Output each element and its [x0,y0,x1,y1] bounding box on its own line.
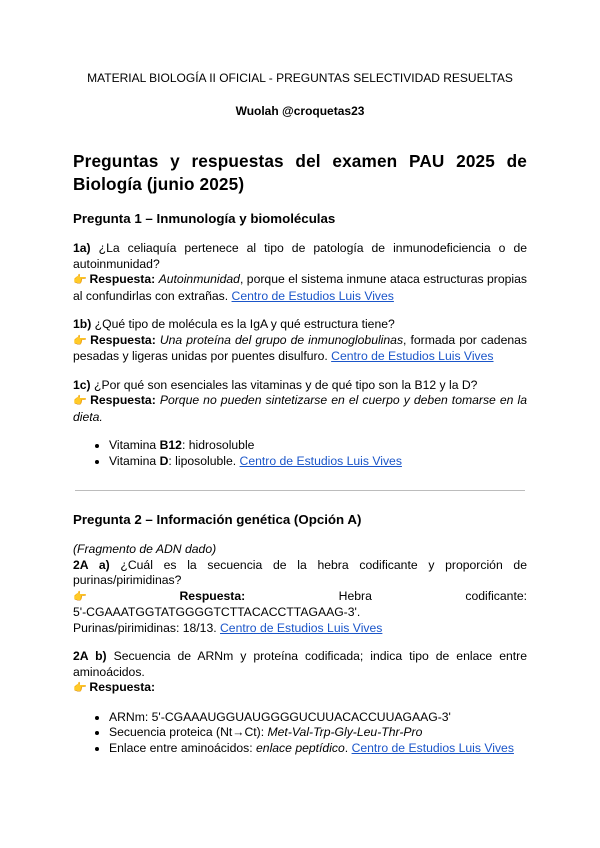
source-link[interactable]: Centro de Estudios Luis Vives [351,740,514,755]
list-item: • ARNm: 5'-CGAAAUGGUAUGGGGUCUUACACCUUAGAAG-3' [109,710,527,726]
question-2b [73,649,527,756]
fragment-note: (Fragmento de ADN dado) [73,542,217,556]
question-text: Secuencia de ARNm y proteína codificada; indica tipo de enlace entre aminoácidos. [73,649,527,679]
question-text: ¿Qué tipo de molécula es la IgA y qué estructura tiene? [91,317,395,331]
question-1a [73,241,527,304]
answer-emphasis: Una proteína del grupo de inmunoglobulinas [159,332,404,347]
question-text: ¿Cuál es la secuencia de la hebra codificante y proporción de purinas/pirimidinas? [73,557,527,587]
question-number: 2A a) [73,557,110,572]
question-text: ¿Por qué son esenciales las vitaminas y de qué tipo son la B12 y la D? [90,377,478,392]
header-author: Wuolah @croquetas23 [235,104,365,118]
answer-label: Respuesta: [89,272,156,286]
question-text: ¿La celiaquía pertenece al tipo de patología de inmunodeficiencia o de autoinmunidad? [73,241,527,271]
question-number: 1c) [73,377,91,392]
answer-list [73,710,527,757]
question-2a: (Fragmento de ADN dado) 2A a) ¿Cuál es la secuencia de la hebra codificante y proporción de purinas/pirimidinas? 👉 Respuesta: Hebra codificante: 5'-CGAAATGGTATGGGGTCTTACACCTTAGAAG-3'. Purinas/pirimidinas: 18/13. Centro de Estudios Luis Vives [73,542,528,635]
answer-text: , formada por cadenas pesadas y ligeras unidas por puentes disulfuro. [73,332,528,363]
list-item: • Vitamina B12: hidrosoluble [109,438,527,454]
pointing-hand-icon: 👉 [73,682,87,694]
question-1b [73,317,527,365]
list-item: • Secuencia proteica (Nt→Ct): Met-Val-Trp-Gly-Leu-Thr-Pro [109,725,527,741]
document-body [73,150,527,769]
answer-label: Respuesta: [89,680,156,694]
purine-ratio: Purinas/pirimidinas: 18/13. [73,620,220,635]
divider [75,490,525,491]
pointing-hand-icon: 👉 [73,334,87,347]
source-link[interactable]: Centro de Estudios Luis Vives [220,620,383,635]
question-number: 1b) [73,317,92,331]
question-1c [73,378,527,470]
question-number: 1a) [73,241,91,255]
pointing-hand-icon: 👉 [73,395,87,407]
pointing-hand-icon: 👉 [73,274,87,286]
vitamin-list [73,438,527,469]
answer-emphasis: Porque no pueden sintetizarse en el cuerpo y deben tomarse en la dieta. [73,393,527,424]
source-link[interactable]: Centro de Estudios Luis Vives [239,453,402,468]
page-title: Preguntas y respuestas del examen PAU 2025 de Biología (junio 2025) [73,151,527,194]
pointing-hand-icon: 👉 [73,590,87,603]
question-number: 2A b) [73,649,107,663]
section-heading-2: Pregunta 2 – Información genética (Opción A) [73,512,362,527]
list-item: • Enlace entre aminoácidos: enlace peptídico. Centro de Estudios Luis Vives [109,741,527,757]
section-heading-1: Pregunta 1 – Inmunología y biomoléculas [73,211,336,226]
answer-emphasis: Autoinmunidad [158,272,240,286]
header-title: MATERIAL BIOLOGÍA II OFICIAL - PREGUNTAS SELECTIVIDAD RESUELTAS [87,71,513,85]
answer-label: Respuesta: [90,393,156,407]
answer-label: Respuesta: [90,332,156,347]
source-link[interactable]: Centro de Estudios Luis Vives [231,288,394,303]
source-link[interactable]: Centro de Estudios Luis Vives [331,349,494,363]
answer-label: Respuesta: [179,588,246,603]
list-item: • Vitamina D: liposoluble. Centro de Estudios Luis Vives [109,454,527,470]
dna-sequence: 5'-CGAAATGGTATGGGGTCTTACACCTTAGAAG-3'. [73,605,361,619]
answer-text: , porque el sistema inmune ataca estructuras propias al confundirlas con extrañas. [73,272,528,303]
